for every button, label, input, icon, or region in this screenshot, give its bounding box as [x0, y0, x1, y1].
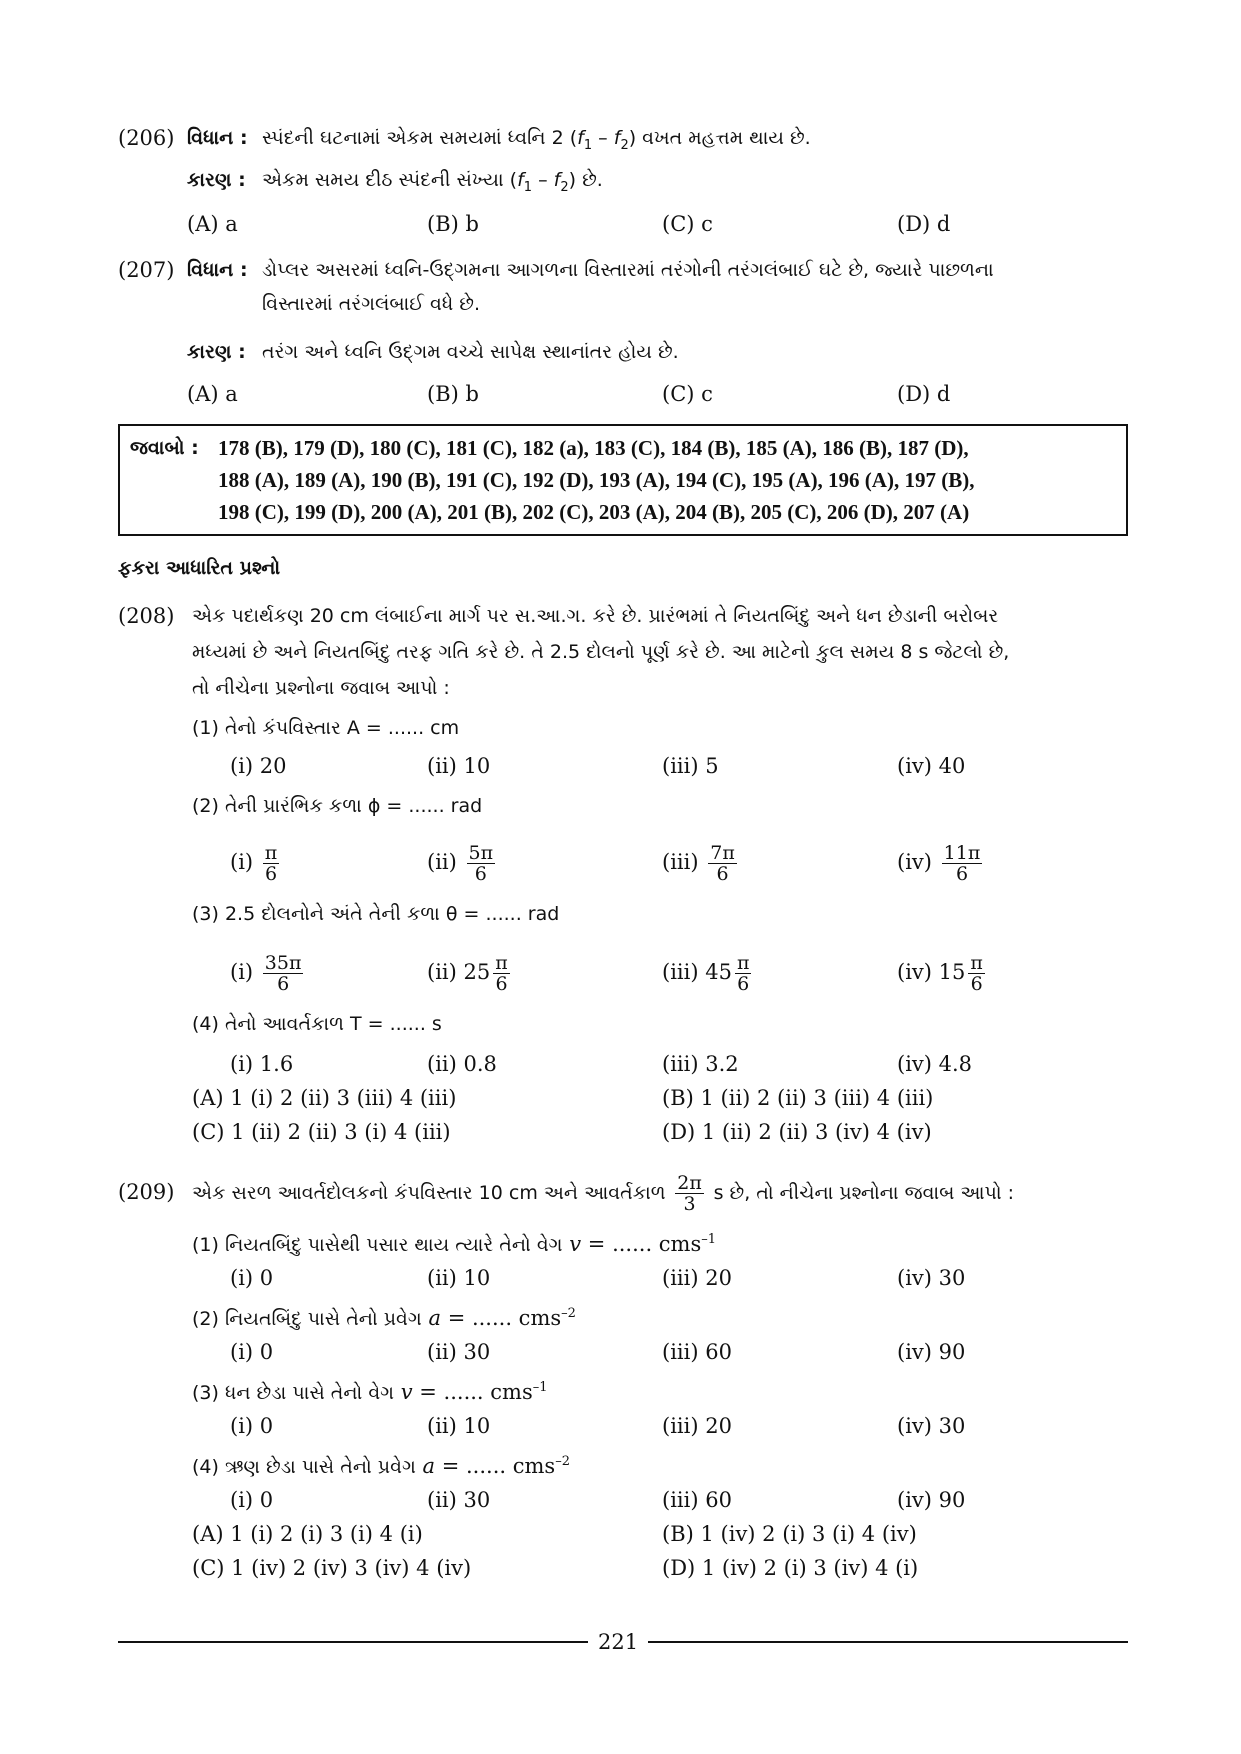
- q208-sub2-opt-ii: (ii) $\frac{5\pi}{6}$: [427, 842, 494, 885]
- q208-sub4-opt-i: (i) 1.6: [230, 1052, 294, 1076]
- q208-sub1: (1) તેનો કંપવિસ્તાર A = ...... cm: [192, 717, 460, 739]
- q209-sub3-opt-i: (i) 0: [230, 1414, 274, 1438]
- q209-sub1-opt-ii: (ii) 10: [427, 1266, 491, 1290]
- q209-sub2: (2) નિયતબિંદુ પાસે તેનો પ્રવેગ a = ...... cms$^{-2}$: [192, 1306, 576, 1330]
- q209-choice-c: (C) 1 (iv) 2 (iv) 3 (iv) 4 (iv): [192, 1556, 472, 1580]
- q208-choice-a: (A) 1 (i) 2 (ii) 3 (iii) 4 (iii): [192, 1086, 457, 1110]
- q208-sub2: (2) તેની પ્રારંભિક કળા ϕ = ...... rad: [192, 795, 483, 817]
- q206-option-a: (A) a: [187, 212, 238, 236]
- q207-option-d: (D) d: [897, 382, 951, 406]
- q209-sub4-opt-i: (i) 0: [230, 1488, 274, 1512]
- footer-rule-right: [648, 1641, 1128, 1643]
- q208-sub1-opt-i: (i) 20: [230, 754, 287, 778]
- q209-number: (209): [118, 1180, 175, 1204]
- q208-para-line2: મધ્યમાં છે અને નિયતબિંદુ તરફ ગતિ કરે છે. તે 2.5 દોલનો પૂર્ણ કરે છે. આ માટેનો કુલ સમય 8 s જેટલો છે,: [192, 641, 1010, 663]
- q208-sub3: (3) 2.5 દોલનોને અંતે તેની કળા θ = ...... rad: [192, 903, 560, 925]
- q208-sub2-opt-iv: (iv) $\frac{11\pi}{6}$: [897, 842, 981, 885]
- q208-sub1-opt-ii: (ii) 10: [427, 754, 491, 778]
- q207-option-a: (A) a: [187, 382, 238, 406]
- q209-sub4-opt-iii: (iii) 60: [662, 1488, 732, 1512]
- q207-number: (207): [118, 258, 175, 282]
- q206-option-d: (D) d: [897, 212, 951, 236]
- answers-line-1: 178 (B), 179 (D), 180 (C), 181 (C), 182 (a), 183 (C), 184 (B), 185 (A), 186 (B), 187 (D),: [218, 436, 969, 460]
- q209-sub4-opt-ii: (ii) 30: [427, 1488, 491, 1512]
- q208-sub1-opt-iii: (iii) 5: [662, 754, 719, 778]
- q208-sub3-opt-iv: (iv) 15 $\frac{\pi}{6}$: [897, 952, 983, 995]
- q208-para-line1: એક પદાર્થકણ 20 cm લંબાઈના માર્ગ પર સ.આ.ગ. કરે છે. પ્રારંભમાં તે નિયતબિંદુ અને ધન છેડાની બરોબર: [192, 605, 999, 627]
- q208-sub2-opt-iii: (iii) $\frac{7\pi}{6}$: [662, 842, 735, 885]
- q209-sub4-opt-iv: (iv) 90: [897, 1488, 966, 1512]
- section-heading: ફકરા આધારિત પ્રશ્નો: [118, 557, 281, 579]
- q209-sub3-opt-iii: (iii) 20: [662, 1414, 732, 1438]
- q208-sub1-opt-iv: (iv) 40: [897, 754, 966, 778]
- q206-reason: એકમ સમય દીઠ સ્પંદની સંખ્યા $(f_1 - f_2)$ છે.: [262, 169, 603, 195]
- q209-sub3-opt-iv: (iv) 30: [897, 1414, 966, 1438]
- q208-number: (208): [118, 604, 175, 628]
- q209-sub3-opt-ii: (ii) 10: [427, 1414, 491, 1438]
- q207-option-c: (C) c: [662, 382, 713, 406]
- q206-statement: સ્પંદની ઘટનામાં એકમ સમયમાં ધ્વનિ 2 $(f_1 - f_2)$ વખત મહત્તમ થાય છે.: [262, 127, 811, 153]
- q208-sub4-opt-ii: (ii) 0.8: [427, 1052, 497, 1076]
- q209-sub2-opt-i: (i) 0: [230, 1340, 274, 1364]
- q206-number: (206): [118, 126, 175, 150]
- q209-sub3: (3) ધન છેડા પાસે તેનો વેગ v = ...... cms$^{-1}$: [192, 1380, 548, 1404]
- answers-line-2: 188 (A), 189 (A), 190 (B), 191 (C), 192 (D), 193 (A), 194 (C), 195 (A), 196 (A), 197 (B),: [218, 468, 975, 492]
- q207-option-b: (B) b: [427, 382, 479, 406]
- q208-sub3-opt-ii: (ii) 25 $\frac{\pi}{6}$: [427, 952, 508, 995]
- answers-label: જવાબો :: [130, 437, 199, 459]
- q206-option-c: (C) c: [662, 212, 713, 236]
- q206-reason-label: કારણ :: [187, 169, 246, 191]
- q206-statement-label: વિધાન :: [187, 127, 248, 149]
- q209-sub1: (1) નિયતબિંદુ પાસેથી પસાર થાય ત્યારે તેનો વેગ v = ...... cms$^{-1}$: [192, 1232, 717, 1256]
- answers-line-3: 198 (C), 199 (D), 200 (A), 201 (B), 202 (C), 203 (A), 204 (B), 205 (C), 206 (D), 207 (A): [218, 500, 970, 524]
- q208-sub3-opt-i: (i) $\frac{35\pi}{6}$: [230, 952, 302, 995]
- q209-sub4: (4) ઋણ છેડા પાસે તેનો પ્રવેગ a = ...... cms$^{-2}$: [192, 1454, 570, 1478]
- page-number: 221: [598, 1630, 639, 1654]
- q208-para-line3: તો નીચેના પ્રશ્નોના જવાબ આપો :: [192, 677, 450, 699]
- q209-para: એક સરળ આવર્તદોલકનો કંપવિસ્તાર 10 cm અને આવર્તકાળ $\frac{2\pi}{3}$ s છે, તો નીચેના પ્રશ્નોના જવાબ આપો :: [192, 1172, 1015, 1215]
- q208-sub4: (4) તેનો આવર્તકાળ T = ...... s: [192, 1013, 442, 1035]
- q209-choice-a: (A) 1 (i) 2 (i) 3 (i) 4 (i): [192, 1522, 423, 1546]
- q209-sub1-opt-i: (i) 0: [230, 1266, 274, 1290]
- q209-sub2-opt-iii: (iii) 60: [662, 1340, 732, 1364]
- q206-option-b: (B) b: [427, 212, 479, 236]
- q209-sub1-opt-iii: (iii) 20: [662, 1266, 732, 1290]
- q207-reason-label: કારણ :: [187, 341, 246, 363]
- q207-statement-line1: ડોપ્લર અસરમાં ધ્વનિ-ઉદ્ગમના આગળના વિસ્તારમાં તરંગોની તરંગલંબાઈ ઘટે છે, જ્યારે પાછળના: [262, 259, 994, 281]
- q209-sub1-opt-iv: (iv) 30: [897, 1266, 966, 1290]
- footer-rule-left: [118, 1641, 588, 1643]
- q209-choice-d: (D) 1 (iv) 2 (i) 3 (iv) 4 (i): [662, 1556, 919, 1580]
- q207-statement-line2: વિસ્તારમાં તરંગલંબાઈ વધે છે.: [262, 293, 480, 315]
- q208-sub2-opt-i: (i) $\frac{\pi}{6}$: [230, 842, 278, 885]
- q208-choice-b: (B) 1 (ii) 2 (ii) 3 (iii) 4 (iii): [662, 1086, 934, 1110]
- q208-sub4-opt-iii: (iii) 3.2: [662, 1052, 739, 1076]
- q208-sub3-opt-iii: (iii) 45 $\frac{\pi}{6}$: [662, 952, 750, 995]
- q209-sub2-opt-iv: (iv) 90: [897, 1340, 966, 1364]
- q207-statement-label: વિધાન :: [187, 259, 248, 281]
- q209-choice-b: (B) 1 (iv) 2 (i) 3 (i) 4 (iv): [662, 1522, 917, 1546]
- q208-sub4-opt-iv: (iv) 4.8: [897, 1052, 973, 1076]
- q208-choice-c: (C) 1 (ii) 2 (ii) 3 (i) 4 (iii): [192, 1120, 451, 1144]
- q208-choice-d: (D) 1 (ii) 2 (ii) 3 (iv) 4 (iv): [662, 1120, 932, 1144]
- q207-reason: તરંગ અને ધ્વનિ ઉદ્ગમ વચ્ચે સાપેક્ષ સ્થાનાંતર હોય છે.: [262, 341, 679, 363]
- q209-sub2-opt-ii: (ii) 30: [427, 1340, 491, 1364]
